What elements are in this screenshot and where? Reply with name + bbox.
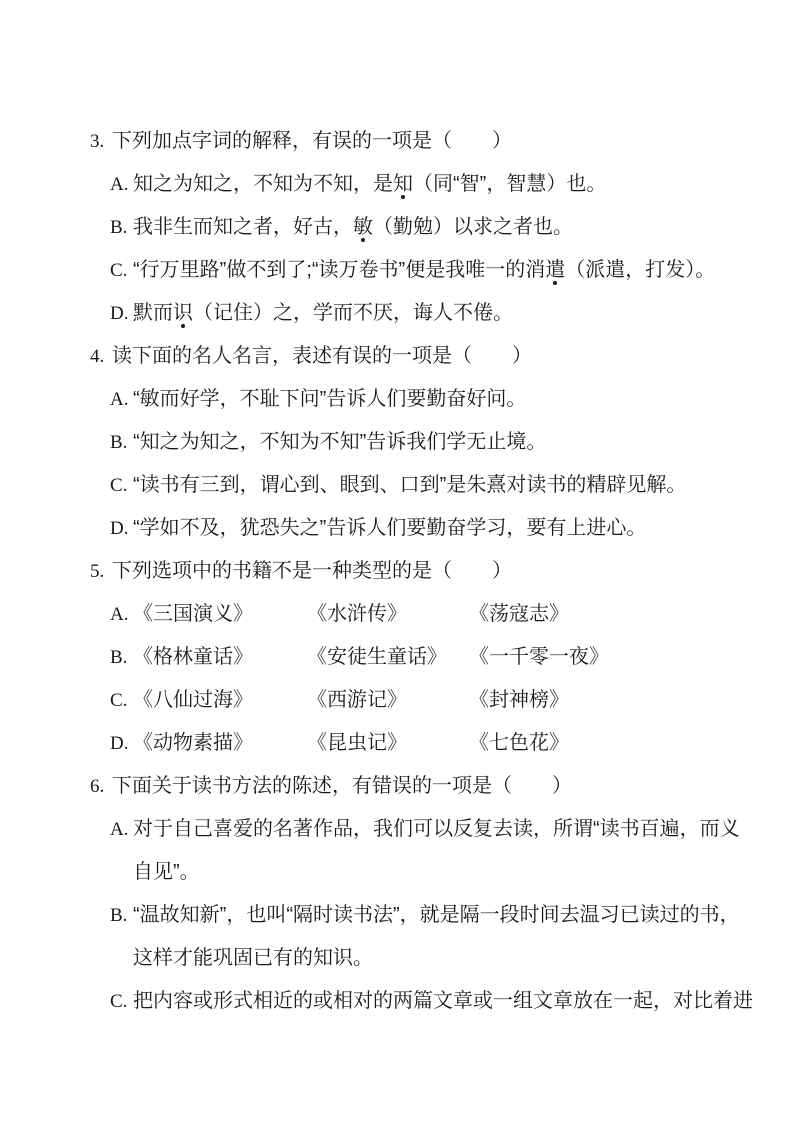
option-text-segment: “敏而好学，不耻下问”告诉人们要勤奋好问。 bbox=[133, 388, 527, 410]
option-text-segment: （派遣，打发）。 bbox=[565, 259, 716, 281]
option-row bbox=[110, 206, 755, 249]
option-label: A. bbox=[110, 389, 129, 410]
option-row bbox=[110, 292, 755, 335]
option-text-segment: “读书有三到，谓心到、眼到、口到”是朱熹对读书的精辟见解。 bbox=[133, 474, 687, 496]
question-block bbox=[90, 550, 755, 765]
book-title: 《七色花》 bbox=[469, 732, 569, 754]
book-title: 《八仙过海》 bbox=[133, 689, 253, 711]
book-title: 《三国演义》 bbox=[133, 603, 253, 625]
option-text bbox=[133, 378, 755, 421]
option-row bbox=[110, 679, 755, 722]
option-text bbox=[133, 722, 755, 765]
option-text-segment: 对于自己喜爱的名著作品，我们可以反复去读，所谓“读书百遍，而义自见”。 bbox=[133, 818, 740, 883]
question-number: 5. bbox=[90, 561, 105, 582]
option-text bbox=[133, 507, 755, 550]
book-title: 《昆虫记》 bbox=[307, 732, 407, 754]
book-title: 《一千零一夜》 bbox=[469, 646, 609, 668]
question-block bbox=[90, 120, 755, 335]
option-label: B. bbox=[110, 432, 128, 453]
option-row bbox=[110, 421, 755, 464]
book-title: 《水浒传》 bbox=[307, 603, 407, 625]
book-title: 《安徒生童话》 bbox=[307, 646, 447, 668]
option-label: B. bbox=[110, 647, 128, 668]
option-row bbox=[110, 378, 755, 421]
option-text-segment: “温故知新”，也叫“隔时读书法”，就是隔一段时间去温习已读过的书，这样才能巩固已有的知识。 bbox=[133, 904, 740, 969]
question-heading bbox=[90, 550, 755, 593]
option-row bbox=[110, 163, 755, 206]
question-block bbox=[90, 335, 755, 550]
option-label: D. bbox=[110, 303, 129, 324]
book-title: 《封神榜》 bbox=[469, 689, 569, 711]
option-row bbox=[110, 249, 755, 292]
emphasized-char: 知 bbox=[393, 173, 413, 195]
option-text-segment: 我非生而知之者，好古， bbox=[133, 216, 353, 238]
option-label: B. bbox=[110, 217, 128, 238]
option-text-segment: （同“智”，智慧）也。 bbox=[413, 173, 607, 195]
option-row bbox=[110, 464, 755, 507]
emphasized-char: 敏 bbox=[353, 216, 373, 238]
option-text bbox=[133, 421, 755, 464]
question-number: 6. bbox=[90, 776, 105, 797]
question-block bbox=[90, 765, 755, 1023]
option-text bbox=[133, 249, 755, 292]
option-label: D. bbox=[110, 733, 129, 754]
emphasized-char: 识 bbox=[173, 302, 193, 324]
option-text-segment: “行万里路”做不到了;“读万卷书”便是我唯一的消 bbox=[133, 259, 546, 281]
option-text-segment: “学如不及，犹恐失之”告诉人们要勤奋学习，要有上进心。 bbox=[133, 517, 647, 539]
option-label: A. bbox=[110, 174, 129, 195]
option-row bbox=[110, 636, 755, 679]
option-row bbox=[110, 894, 755, 980]
option-text-segment: 默而 bbox=[133, 302, 173, 324]
option-label: C. bbox=[110, 260, 128, 281]
question-heading bbox=[90, 335, 755, 378]
book-title: 《格林童话》 bbox=[133, 646, 253, 668]
option-text bbox=[133, 163, 755, 206]
option-text bbox=[133, 894, 755, 980]
option-text bbox=[133, 980, 755, 1023]
option-text-segment: 知之为知之，不知为不知，是 bbox=[133, 173, 393, 195]
option-text-segment: （记住）之，学而不厌，诲人不倦。 bbox=[193, 302, 513, 324]
option-text-segment: （勤勉）以求之者也。 bbox=[373, 216, 573, 238]
option-label: C. bbox=[110, 475, 128, 496]
book-title: 《西游记》 bbox=[307, 689, 407, 711]
option-row bbox=[110, 722, 755, 765]
option-label: C. bbox=[110, 991, 128, 1012]
option-text bbox=[133, 292, 755, 335]
option-text bbox=[133, 464, 755, 507]
book-title: 《荡寇志》 bbox=[469, 603, 569, 625]
option-row bbox=[110, 593, 755, 636]
option-text bbox=[133, 206, 755, 249]
option-label: A. bbox=[110, 819, 129, 840]
option-text-segment: “知之为知之，不知为不知”告诉我们学无止境。 bbox=[133, 431, 547, 453]
question-prompt: 下面关于读书方法的陈述，有错误的一项是（ ） bbox=[112, 775, 572, 797]
option-label: D. bbox=[110, 518, 129, 539]
option-text bbox=[133, 679, 755, 722]
emphasized-char: 遣 bbox=[545, 259, 566, 281]
option-row bbox=[110, 507, 755, 550]
question-number: 4. bbox=[90, 346, 105, 367]
option-label: B. bbox=[110, 905, 128, 926]
option-row bbox=[110, 808, 755, 894]
option-text bbox=[133, 808, 755, 894]
question-heading bbox=[90, 120, 755, 163]
question-prompt: 下列选项中的书籍不是一种类型的是（ ） bbox=[112, 560, 512, 582]
question-list bbox=[90, 120, 755, 1023]
option-label: A. bbox=[110, 604, 129, 625]
option-text bbox=[133, 636, 755, 679]
question-number: 3. bbox=[90, 131, 105, 152]
question-prompt: 读下面的名人名言，表述有误的一项是（ ） bbox=[112, 345, 532, 367]
question-prompt: 下列加点字词的解释，有误的一项是（ ） bbox=[112, 130, 512, 152]
question-heading bbox=[90, 765, 755, 808]
option-label: C. bbox=[110, 690, 128, 711]
option-text bbox=[133, 593, 755, 636]
option-text-segment: 把内容或形式相近的或相对的两篇文章或一组文章放在一起，对比着进 bbox=[133, 990, 753, 1012]
option-row bbox=[110, 980, 755, 1023]
book-title: 《动物素描》 bbox=[133, 732, 253, 754]
